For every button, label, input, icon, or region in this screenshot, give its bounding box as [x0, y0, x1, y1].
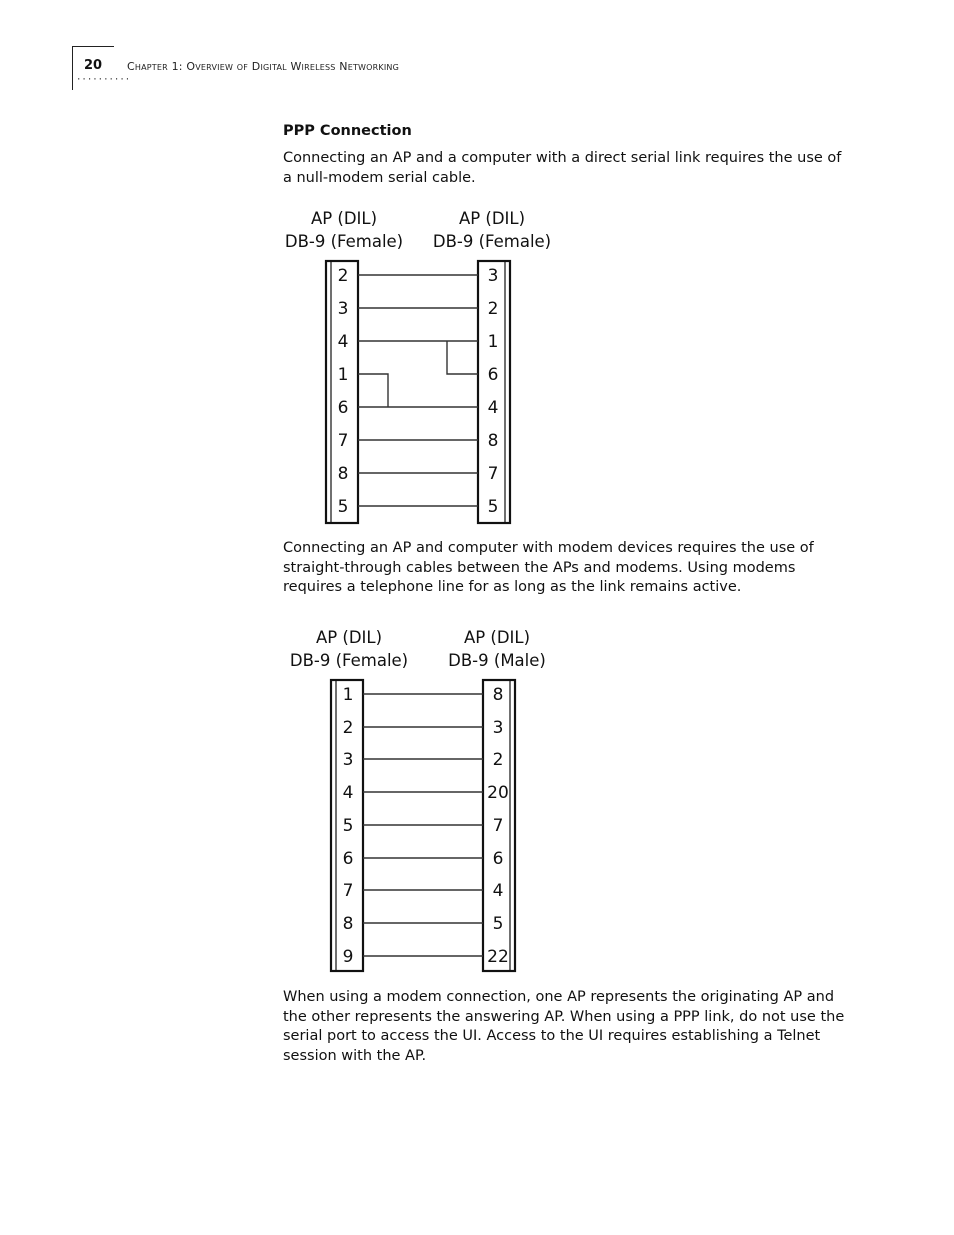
left-pin: 5 — [337, 497, 349, 517]
right-pin: 8 — [487, 431, 499, 451]
right-pin: 5 — [492, 914, 504, 934]
null-modem-wires — [358, 275, 478, 506]
right-pin-labels — [488, 266, 499, 517]
right-connector-label-line2: DB-9 (Female) — [432, 232, 552, 251]
left-pin: 8 — [337, 464, 349, 484]
right-pin-labels — [487, 685, 509, 967]
left-pin: 5 — [342, 816, 354, 836]
left-pin: 2 — [342, 718, 354, 738]
wire-bridge-left-1-6 — [358, 374, 388, 407]
left-pin-labels — [338, 266, 349, 517]
header-rule-vertical — [72, 46, 73, 90]
straight-through-wires — [363, 694, 483, 956]
left-pin: 7 — [342, 881, 354, 901]
right-pin: 4 — [487, 398, 499, 418]
right-pin: 20 — [487, 783, 509, 803]
left-connector-label-line2: DB-9 (Female) — [289, 651, 409, 670]
paragraph-modem-cables: Connecting an AP and computer with modem devices requires the use of straight-through cables between the APs and modems. Using modems requires a telephone line for as long as the link remains active. — [283, 540, 814, 596]
right-pin: 8 — [492, 685, 504, 705]
null-modem-wiring-diagram — [280, 200, 570, 530]
left-pin: 2 — [337, 266, 349, 286]
left-pin: 8 — [342, 914, 354, 934]
left-pin: 9 — [342, 947, 354, 967]
right-pin: 22 — [487, 947, 509, 967]
left-connector-label-line1: AP (DIL) — [310, 209, 378, 228]
right-pin: 4 — [492, 881, 504, 901]
right-pin: 3 — [487, 266, 499, 286]
left-connector-label-line2: DB-9 (Female) — [284, 232, 404, 251]
right-pin: 1 — [487, 332, 499, 352]
wire-bridge-right-1-6 — [447, 341, 478, 374]
right-pin: 5 — [487, 497, 499, 517]
left-connector-label-line1: AP (DIL) — [315, 628, 383, 647]
header-dots: ·········· — [76, 75, 131, 85]
left-pin: 6 — [337, 398, 349, 418]
left-pin: 3 — [342, 750, 354, 770]
paragraph-modem-connection: When using a modem connection, one AP represents the originating AP and the other represents the answering AP. When using a PPP link, do not use the serial port to access the UI. Access to the UI requires establishing a Telnet session with the AP. — [283, 989, 845, 1064]
right-connector-label-line1: AP (DIL) — [458, 209, 526, 228]
right-connector-label-line2: DB-9 (Male) — [448, 651, 546, 670]
left-pin: 3 — [337, 299, 349, 319]
left-pin: 1 — [342, 685, 354, 705]
left-pin: 1 — [337, 365, 349, 385]
right-pin: 3 — [492, 718, 504, 738]
section-heading: PPP Connection — [283, 123, 412, 139]
right-connector-label-line1: AP (DIL) — [463, 628, 531, 647]
right-pin: 6 — [487, 365, 499, 385]
left-pin: 4 — [342, 783, 354, 803]
right-pin: 7 — [492, 816, 504, 836]
right-pin: 2 — [487, 299, 499, 319]
right-pin: 7 — [487, 464, 499, 484]
page-number: 20 — [84, 58, 103, 73]
left-pin: 7 — [337, 431, 349, 451]
straight-through-wiring-diagram — [285, 619, 575, 979]
chapter-title: Chapter 1: Overview of Digital Wireless Networking — [127, 60, 400, 73]
left-pin-labels — [343, 685, 354, 967]
right-pin: 2 — [492, 750, 504, 770]
right-pin: 6 — [492, 849, 504, 869]
left-pin: 4 — [337, 332, 349, 352]
paragraph-null-modem: Connecting an AP and a computer with a direct serial link requires the use of a null-modem serial cable. — [283, 150, 842, 186]
header-rule-horizontal — [72, 46, 114, 47]
left-pin: 6 — [342, 849, 354, 869]
